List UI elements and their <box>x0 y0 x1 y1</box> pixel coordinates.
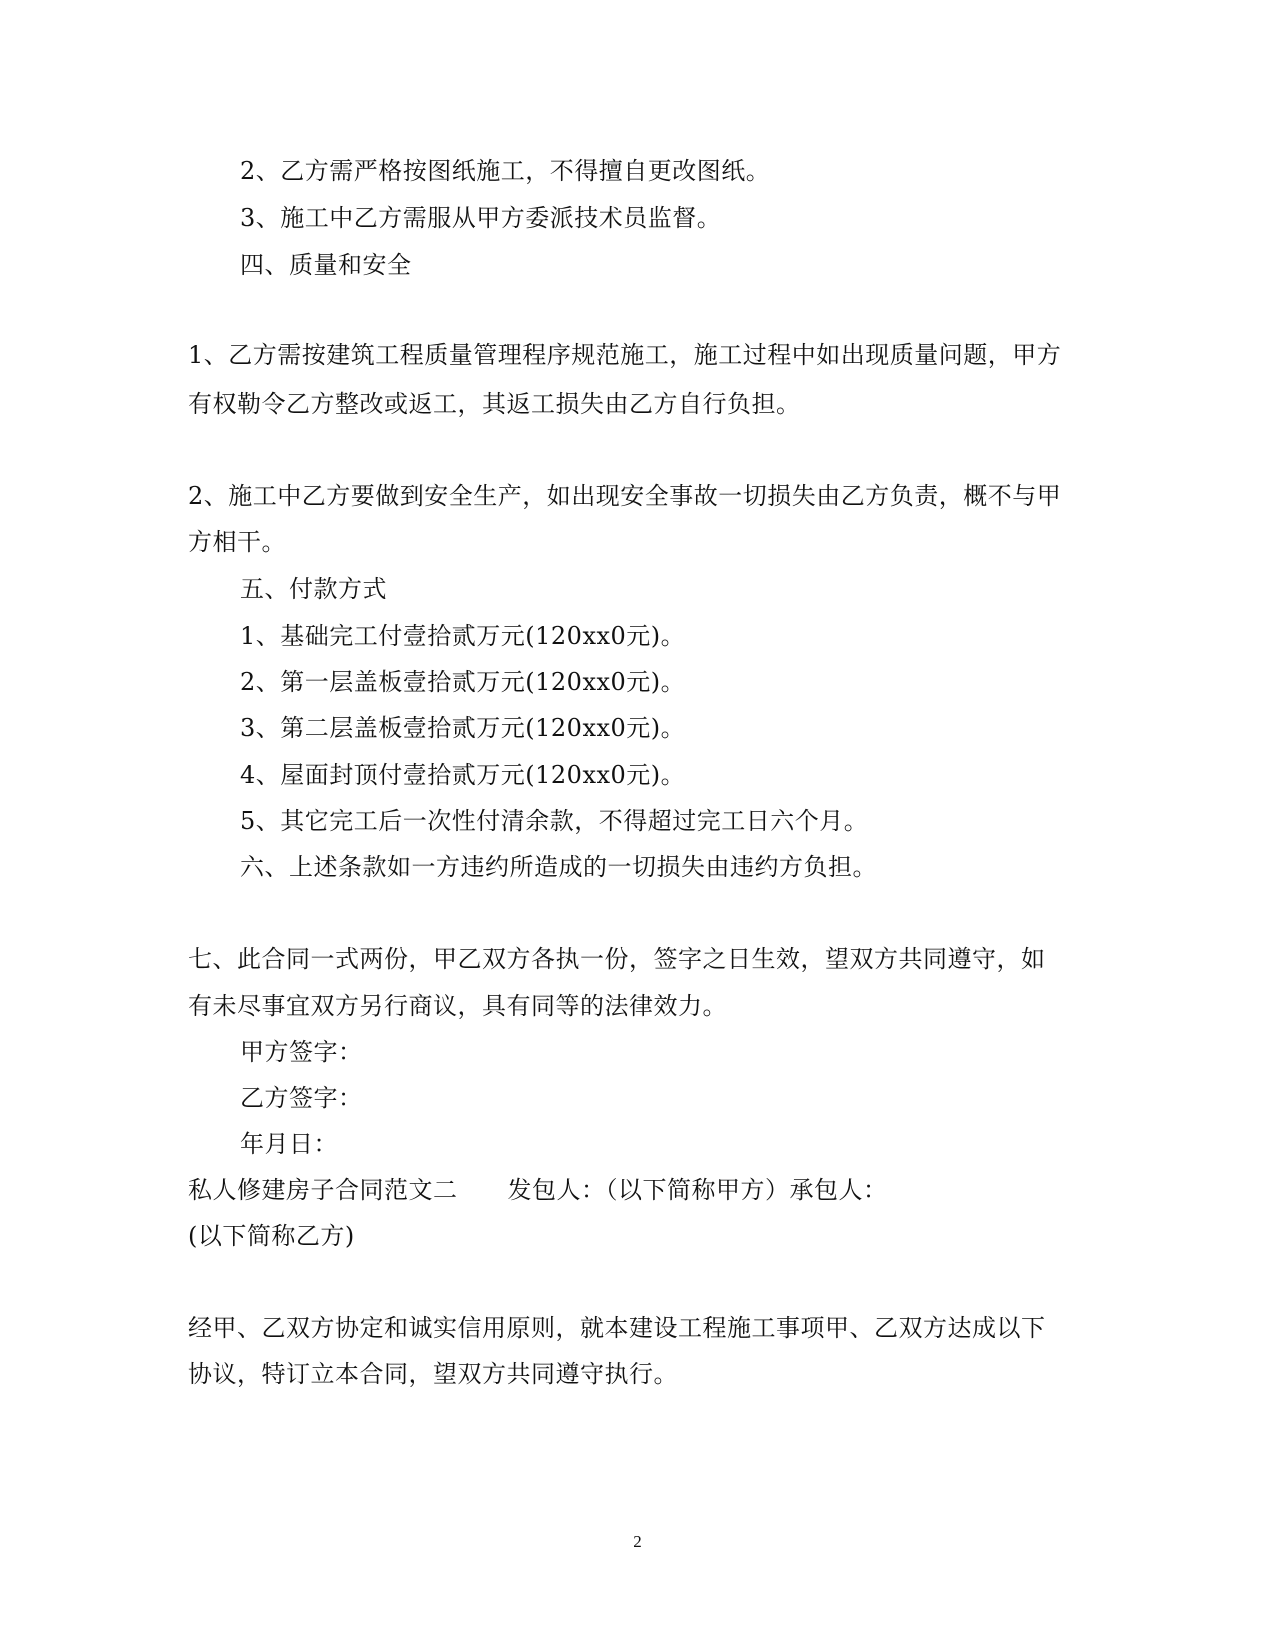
section-heading-breach: 六、上述条款如一方违约所造成的一切损失由违约方负担。 <box>240 853 877 881</box>
clause-4-item-1-line-1: 1、乙方需按建筑工程质量管理程序规范施工，施工过程中如出现质量问题，甲方 <box>188 341 1062 369</box>
section-heading-payment: 五、付款方式 <box>240 575 387 603</box>
clause-7-line-2: 有未尽事宜双方另行商议，具有同等的法律效力。 <box>188 992 727 1020</box>
second-contract-title-row <box>188 1175 888 1205</box>
clause-4-item-2-line-1: 2、施工中乙方要做到安全生产，如出现安全事故一切损失由乙方负责，概不与甲 <box>188 482 1062 510</box>
payment-item-5: 5、其它完工后一次性付清余款，不得超过完工日六个月。 <box>240 807 869 835</box>
party-b-signature-label: 乙方签字： <box>240 1084 363 1112</box>
agreement-preamble-line-2: 协议，特订立本合同，望双方共同遵守执行。 <box>188 1360 678 1388</box>
second-contract-title: 私人修建房子合同范文二 <box>188 1176 458 1204</box>
date-label: 年月日： <box>240 1130 338 1158</box>
payment-item-2: 2、第一层盖板壹拾贰万元(120xx0元)。 <box>240 668 686 696</box>
contractor-parties-label: 发包人：（以下简称甲方）承包人： <box>507 1176 888 1204</box>
clause-3-item-2: 2、乙方需严格按图纸施工，不得擅自更改图纸。 <box>240 157 771 185</box>
agreement-preamble-line-1: 经甲、乙双方协定和诚实信用原则，就本建设工程施工事项甲、乙双方达成以下 <box>188 1314 1046 1342</box>
party-b-abbreviation: (以下简称乙方) <box>188 1222 355 1250</box>
party-a-signature-label: 甲方签字： <box>240 1038 363 1066</box>
clause-3-item-3: 3、施工中乙方需服从甲方委派技术员监督。 <box>240 204 722 232</box>
clause-4-item-2-line-2: 方相干。 <box>188 528 286 556</box>
clause-4-item-1-line-2: 有权勒令乙方整改或返工，其返工损失由乙方自行负担。 <box>188 390 801 418</box>
page-number: 2 <box>633 1532 642 1551</box>
payment-item-3: 3、第二层盖板壹拾贰万元(120xx0元)。 <box>240 714 686 742</box>
clause-7-line-1: 七、此合同一式两份，甲乙双方各执一份，签字之日生效，望双方共同遵守，如 <box>188 945 1046 973</box>
payment-item-1: 1、基础完工付壹拾贰万元(120xx0元)。 <box>240 622 686 650</box>
payment-item-4: 4、屋面封顶付壹拾贰万元(120xx0元)。 <box>240 761 686 789</box>
section-heading-quality-safety: 四、质量和安全 <box>240 251 412 279</box>
